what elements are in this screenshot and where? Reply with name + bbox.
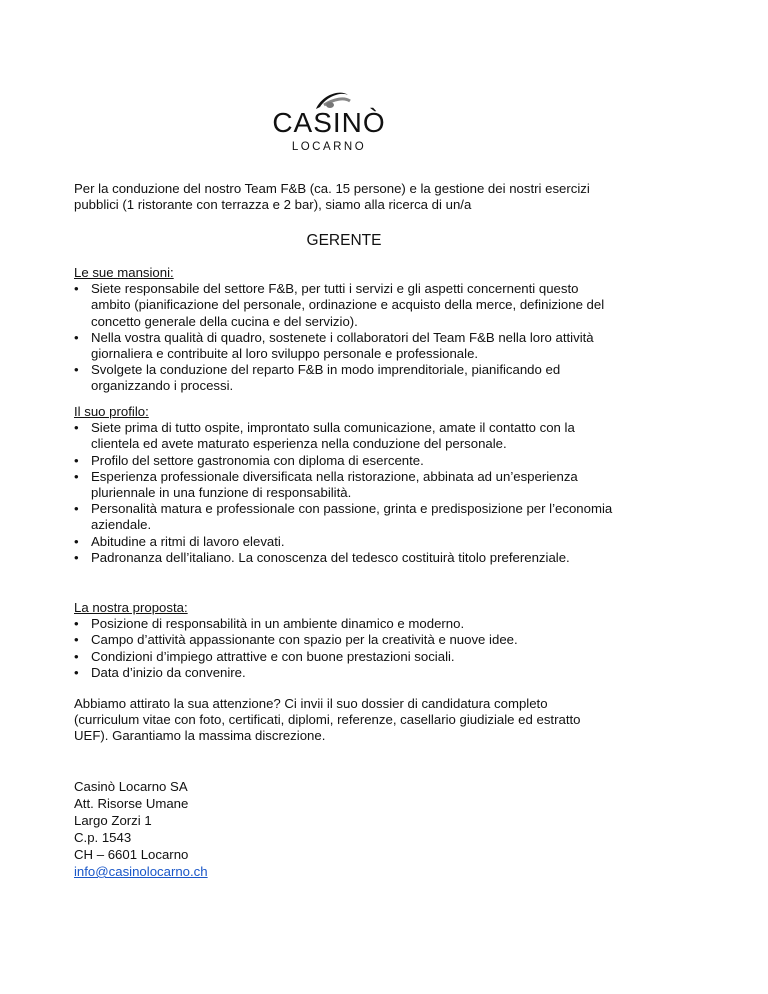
bullet-icon: • (74, 362, 79, 378)
list-item: • Siete responsabile del settore F&B, per tutti i servizi e gli aspetti concernenti questo ambito (pianificazione del personale, ordinazione e acquisto della merce, definizione del concetto generale della cucina e del servizio). (74, 281, 605, 329)
bullet-icon: • (74, 501, 79, 517)
contact-address (74, 778, 374, 880)
profilo-title: Il suo profilo: (74, 404, 149, 419)
proposta-section (74, 600, 614, 681)
list-item: • Condizioni d’impiego attrattive e con buone prestazioni sociali. (74, 648, 455, 664)
list-item: • Siete prima di tutto ospite, improntato sulla comunicazione, amate il contatto con la clientela ed avete maturato esperienza nella conduzione del personale. (74, 420, 575, 452)
list-item: • Profilo del settore gastronomia con diploma di esercente. (74, 452, 424, 468)
list-item: • Posizione di responsabilità in un ambiente dinamico e moderno. (74, 616, 465, 632)
bullet-icon: • (74, 452, 79, 468)
casino-logo (264, 83, 394, 155)
closing-paragraph: Abbiamo attirato la sua attenzione? Ci invii il suo dossier di candidatura completo (curriculum vitae con foto, certificati, diplomi, referenze, casellario giudiziale ed estratto UEF). Garantiamo la massima discrezione. (74, 696, 581, 744)
bullet-icon: • (74, 632, 79, 648)
bullet-icon: • (74, 329, 79, 345)
logo-wordmark: CASINÒ (272, 107, 386, 138)
list-item: • Campo d’attività appassionante con spazio per la creatività e nuove idee. (74, 632, 518, 648)
bullet-icon: • (74, 468, 79, 484)
list-item: • Esperienza professionale diversificata nella ristorazione, abbinata ad un’esperienza pluriennale in una funzione di responsabilità. (74, 468, 578, 501)
intro-paragraph: Per la conduzione del nostro Team F&B (ca. 15 persone) e la gestione dei nostri esercizi pubblici (1 ristorante con terrazza e 2 bar), siamo alla ricerca di un/a (74, 181, 590, 213)
logo-subtitle: LOCARNO (291, 141, 367, 153)
list-item: • Personalità matura e professionale con passione, grinta e predisposizione per l’economia aziendale. (74, 501, 613, 533)
bullet-icon: • (74, 533, 79, 549)
bullet-icon: • (74, 664, 79, 680)
proposta-title: La nostra proposta: (74, 600, 188, 615)
mansioni-title: Le sue mansioni: (74, 265, 174, 280)
email-link[interactable]: info@casinolocarno.ch (74, 864, 208, 879)
street: Largo Zorzi 1 (74, 813, 152, 828)
list-item: • Svolgete la conduzione del reparto F&B in modo imprenditoriale, pianificando ed organizzando i processi. (74, 362, 561, 394)
job-title: GERENTE (306, 232, 382, 249)
po-box: C.p. 1543 (74, 830, 132, 845)
list-item: • Data d’inizio da convenire. (74, 664, 246, 680)
bullet-icon: • (74, 648, 79, 664)
profilo-section (74, 404, 614, 566)
mansioni-list (74, 281, 614, 394)
proposta-list (74, 616, 614, 681)
bullet-icon: • (74, 616, 79, 632)
list-item: • Padronanza dell’italiano. La conoscenza del tedesco costituirà titolo preferenziale. (74, 549, 570, 565)
company-name: Casinò Locarno SA (74, 779, 188, 794)
bullet-icon: • (74, 549, 79, 565)
mansioni-section (74, 265, 614, 395)
city: CH – 6601 Locarno (74, 847, 189, 862)
list-item: • Nella vostra qualità di quadro, sostenete i collaboratori del Team F&B nella loro attività giornaliera e contribuite al loro sviluppo personale e professionale. (74, 329, 594, 362)
bullet-icon: • (74, 281, 79, 297)
profilo-list (74, 420, 614, 566)
bullet-icon: • (74, 420, 79, 436)
list-item: • Abitudine a ritmi di lavoro elevati. (74, 533, 285, 549)
department: Att. Risorse Umane (74, 796, 189, 811)
